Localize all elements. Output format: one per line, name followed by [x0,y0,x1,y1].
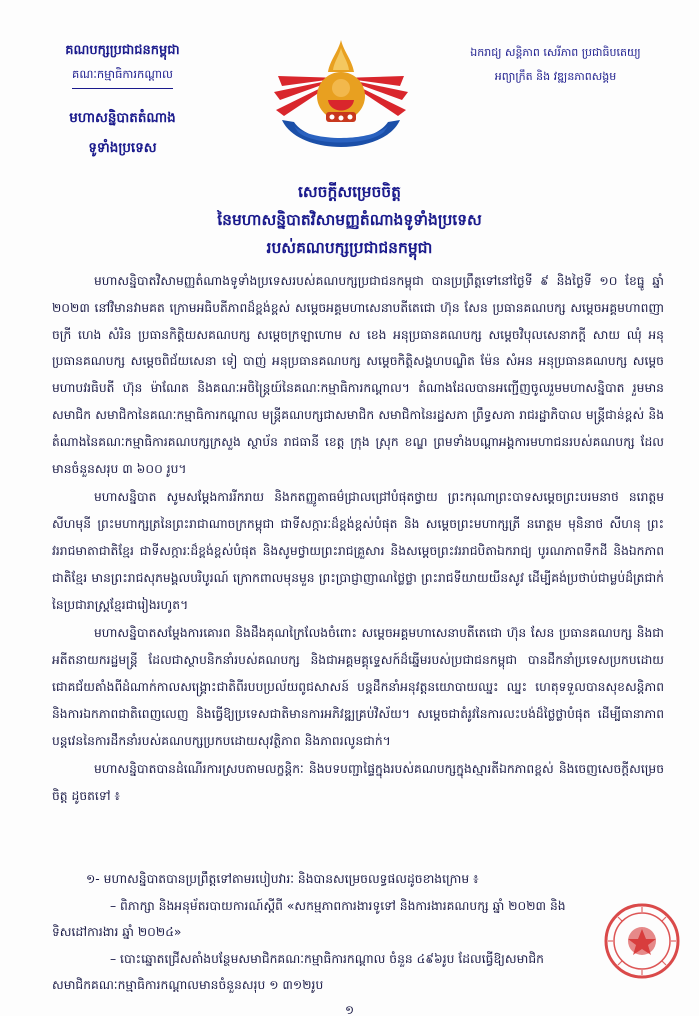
list-sub-item: – បោះឆ្នោតជ្រើសតាំងបន្ថែមសមាជិកគណៈកម្មាធិការកណ្តាល ចំនួន ៤៩៦រូប ដែលធ្វើឱ្យសមាជិក [110,951,544,966]
paragraph: មហាសន្និបាត សូមសម្តែងការរីករាយ និងកតញ្ញូតាធម៌ជ្រាលជ្រៅបំផុតថ្វាយ ព្រះករុណាព្រះបាទសម្តេចព្រះបរមនាថ នរោត្តម សីហមុនី ព្រះមហាក្សត្រនៃព្រះរាជាណាចក្រកម្ពុជា ជាទីសក្ការៈដ៏ខ្ពង់ខ្ពស់បំផុត និង សម្តេចព្រះមហាក្សត្រី នរោត្តម មុនិនាថ សីហនុ ព្រះវររាជមាតាជាតិខ្មែរ ជាទីសក្ការៈដ៏ខ្ពង់ខ្ពស់បំផុត និងសូមថ្វាយព្រះរាជគ្រួសារ និងសម្តេចព្រះវររាជបិតាឯករាជ្យ បូរណភាពទឹកដី និងឯកភាពជាតិខ្មែរ មានព្រះរាជសុភមង្គលបរិបូរណ៍ ក្រោកពាលមុនមួន ព្រះប្រាជ្ញាញាណថ្លៃថ្លា ព្រះរាជទីយាយយីនសូវ ដើម្បីគង់ប្រថាប់ជាម្លប់ដ៏ត្រជាក់នៃប្រជារាស្ត្រខ្មែរជារៀងរហូត។ [52,490,664,612]
list-sub-item-continued: ទិសដៅការងារ ឆ្នាំ ២០២៤» [52,925,182,939]
document-body [52,268,664,810]
national-motto-line-2: អព្យាក្រឹត និង វឌ្ឍនភាពសង្គម [494,70,617,83]
party-logo-icon [268,38,414,164]
paragraph: មហាសន្និបាតសម្តែងការគោរព និងដឹងគុណក្រៃលែងចំពោះ សម្តេចអគ្គមហាសេនាបតីតេជោ ហ៊ុន សែន ប្រធានគណបក្ស និងជាអតីតនាយករដ្ឋមន្ត្រី ដែលជាស្ថាបនិកនាំរបស់គណបក្ស និងជាអគ្គមគ្គុទ្ទេសក៍ដ៏ឆ្នើមរបស់ប្រជាជនកម្ពុជា បានដឹកនាំប្រទេសប្រកបដោយជោគជ័យតាំងពីដំណាក់កាលសង្គ្រោះជាតិពីរបបប្រល័យពូជសាសន៍ បន្តដឹកនាំអនុវត្តនយោបាយឈ្នះ ឈ្នះ ហេតុទទួលបានសុខសន្តិភាព និងការឯកភាពជាតិពេញលេញ និងធ្វើឱ្យប្រទេសជាតិមានការអភិវឌ្ឍគ្រប់វិស័យ។ សម្តេចជាតំរូវនៃការលះបង់ដ៏ថ្លៃថ្លាបំផុត ដើម្បីធានាភាពបន្តវេននៃការដឹកនាំរបស់គណបក្សប្រកបដោយសុវត្ថិភាព និងភាពរលូនជាក់។ [52,626,664,748]
title-line-3: របស់គណបក្សប្រជាជនកម្ពុជា [266,239,433,257]
list-sub-item: – ពិភាក្សា និងអនុម័តរបាយការណ៍ស្តីពី «សកម្មភាពការងារទូទៅ និងការងារគណបក្ស ឆ្នាំ ២០២៣ និង [110,898,566,913]
header-right [428,46,683,86]
national-motto-line-1: ឯករាជ្យ សន្តិភាព សេរីភាព ប្រជាធិបតេយ្យ [470,46,641,59]
list-item: ១- មហាសន្និបាតបានប្រព្រឹត្តទៅតាមរបៀបវារៈ និងបានសម្រេចលទ្ធផលដូចខាងក្រោម ៖ [86,872,479,886]
congress-name-line-2: ទូទាំងប្រទេស [88,140,157,156]
congress-name-line-1: មហាសន្និបាតតំណាង [69,110,176,126]
resolution-list [52,866,664,999]
committee-name: គណៈកម្មាធិការកណ្តាល [72,67,173,89]
party-seal-stamp-icon [603,902,681,980]
title-line-1: សេចក្តីសម្រេចចិត្ត [297,183,401,201]
page-number: ១ [344,1003,355,1017]
paragraph: មហាសន្និបាតបានដំណើរការស្របតាមលក្ខន្តិកៈ និងបទបញ្ជាផ្ទៃក្នុងរបស់គណបក្សក្នុងស្មារតីឯកភាពខ្ពស់ និងចេញសេចក្តីសម្រេចចិត្ត ដូចតទៅ ៖ [52,762,664,804]
title-line-2: នៃមហាសន្និបាតវិសាមញ្ញតំណាងទូទាំងប្រទេស [217,211,482,229]
paragraph: មហាសន្និបាតវិសាមញ្ញតំណាងទូទាំងប្រទេសរបស់គណបក្សប្រជាជនកម្ពុជា បានប្រព្រឹត្តទៅនៅថ្ងៃទី ៩ និងថ្ងៃទី ១០ ខែធ្នូ ឆ្នាំ ២០២៣ នៅវិមានវាមគត ក្រោមអធិបតីភាពដ៏ខ្ពង់ខ្ពស់ សម្តេចអគ្គមហាសេនាបតីតេជោ ហ៊ុន សែន ប្រធានគណបក្ស សម្តេចអគ្គមហាពញាចក្រី ហេង សំរិន ប្រធានកិត្តិយសគណបក្ស សម្តេចក្រឡាហោម ស ខេង អនុប្រធានគណបក្ស សម្តេចវិបុលសេនាភក្តី សាយ ឈុំ អនុប្រធានគណបក្ស សម្តេចពិជ័យសេនា ទៀ បាញ់ អនុប្រធានគណបក្ស សម្តេចកិត្តិសង្គហបណ្ឌិត ម៉ែន សំអន អនុប្រធានគណបក្ស សម្តេចមហាបវរធិបតី ហ៊ុន ម៉ាណែត និងគណៈអចិន្ត្រៃយ៍នៃគណៈកម្មាធិការកណ្តាល។ តំណាងដែលបានអញ្ជើញចូលរួមមហាសន្និបាត រួមមាន សមាជិក សមាជិកានៃគណៈកម្មាធិការកណ្តាល មន្ត្រីគណបក្សជាសមាជិក សមាជិកានៃរដ្ឋសភា ព្រឹទ្ធសភា រាជរដ្ឋាភិបាល មន្ត្រីជាន់ខ្ពស់ និងតំណាងនៃគណៈកម្មាធិការគណបក្សក្រសួង ស្ថាប័ន រាជធានី ខេត្ត ក្រុង ស្រុក ខណ្ឌ ព្រមទាំងបណ្តាអង្គការមហាជនរបស់គណបក្ស ដែលមានចំនួនសរុប ៣ ៦០០ រូប។ [52,274,664,476]
party-name: គណបក្សប្រជាជនកម្ពុជា [65,43,180,58]
header-left [30,42,215,159]
document-title [0,182,699,261]
list-sub-item-continued: សមាជិកគណៈកម្មាធិការកណ្តាលមានចំនួនសរុប ១ ៣១២រូប [52,978,324,992]
